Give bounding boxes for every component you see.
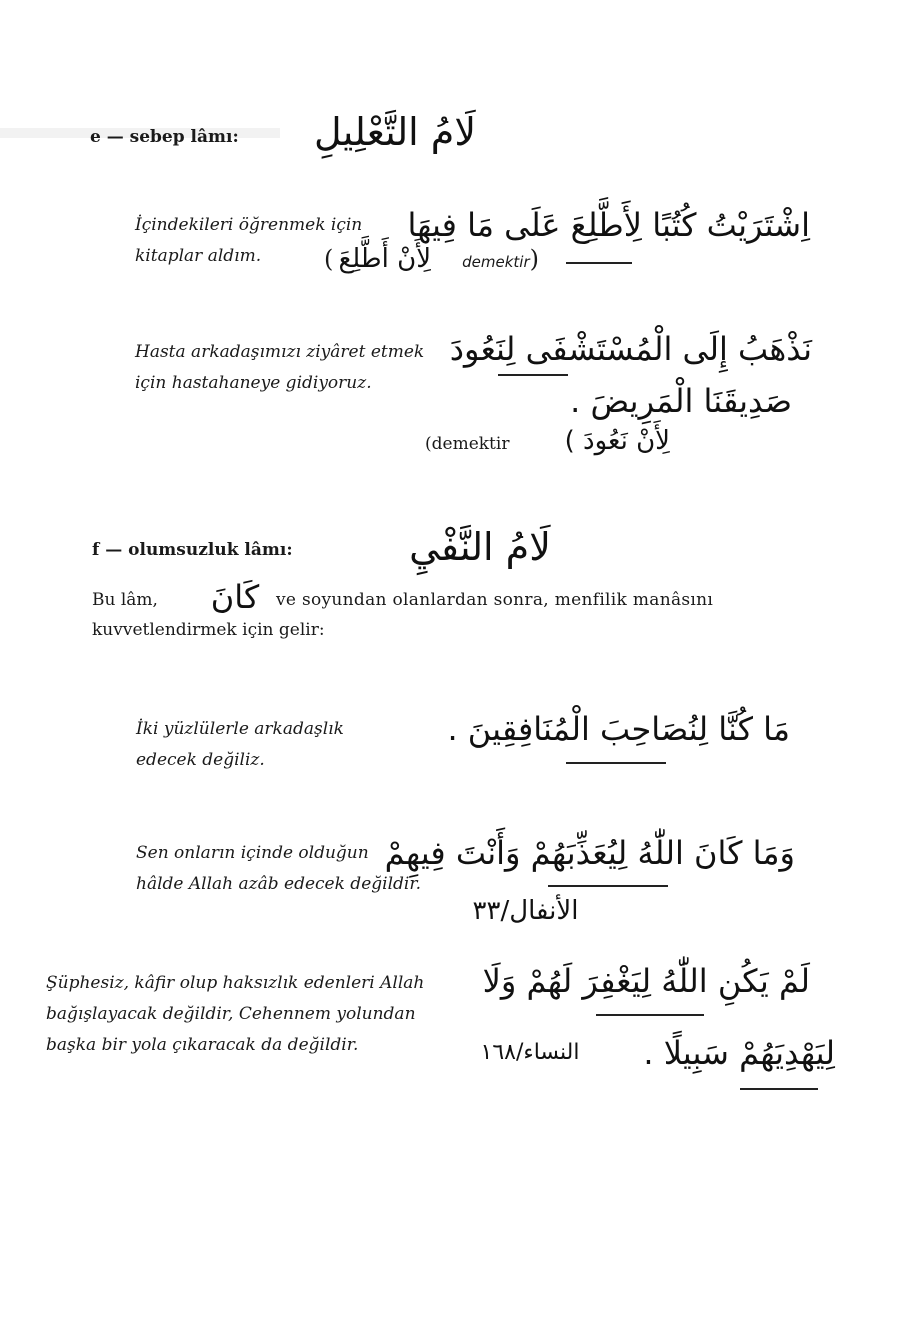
example-2-underline bbox=[498, 374, 568, 376]
example-5-reference: النساء/١٦٨ bbox=[480, 1040, 580, 1065]
example-1-note-word: demektir bbox=[462, 253, 530, 271]
section-f-intro-line2: kuvvetlendirmek için gelir: bbox=[92, 620, 325, 640]
note-open-paren: ( bbox=[324, 245, 334, 273]
example-4-underline bbox=[548, 885, 668, 887]
example-1-note-arabic: لِأَنْ أَطَّلِعَ bbox=[338, 244, 432, 274]
example-5-underline-2 bbox=[740, 1088, 818, 1090]
example-2-note-word: (demektir bbox=[425, 434, 510, 454]
example-1-underline bbox=[566, 262, 632, 264]
section-e-heading: e — sebep lâmı: bbox=[90, 127, 239, 147]
note-close-paren: ) bbox=[529, 245, 539, 273]
example-3-underline bbox=[566, 762, 666, 764]
example-2-arabic-line1: نَذْهَبُ إِلَى الْمُسْتَشْفَى لِنَعُودَ bbox=[449, 330, 812, 368]
example-3-translation: İki yüzlülerle arkadaşlık edecek değiliz. bbox=[136, 719, 344, 770]
example-4-translation: Sen onların içinde olduğun hâlde Allah azâb edecek değildir. bbox=[136, 843, 421, 894]
example-2-arabic-line2: صَدِيقَنَا الْمَرِيضَ . bbox=[570, 382, 792, 420]
example-4-reference: الأنفال/٣٣ bbox=[472, 896, 579, 926]
example-5-arabic-line1: لَمْ يَكُنِ اللّٰهُ لِيَغْفِرَ لَهُمْ وَلَا bbox=[482, 962, 810, 1000]
example-4-arabic: وَمَا كَانَ اللّٰهُ لِيُعَذِّبَهُمْ وَأَنْتَ فِيهِمْ bbox=[384, 834, 795, 872]
section-f-intro-arabic: كَانَ bbox=[210, 578, 260, 616]
example-2-note-arabic: لِأَنْ نَعُودَ ) bbox=[564, 426, 670, 456]
example-3-arabic: مَا كُنَّا لِنُصَاحِبَ الْمُنَافِقِينَ . bbox=[447, 710, 790, 748]
section-f-intro-after: ve soyundan olanlardan sonra, menfilik manâsını bbox=[276, 590, 714, 610]
section-f-arabic-title: لَامُ النَّفْيِ bbox=[409, 525, 551, 569]
example-1-note bbox=[324, 244, 539, 284]
example-1-arabic: اِشْتَرَيْتُ كُتُبًا لِأَطَّلِعَ عَلَى مَا فِيهَا bbox=[407, 206, 810, 244]
section-f-heading: f — olumsuzluk lâmı: bbox=[92, 540, 293, 560]
section-e-arabic-title: لَامُ التَّعْلِيلِ bbox=[313, 110, 476, 154]
example-5-arabic-line2: لِيَهْدِيَهُمْ سَبِيلًا . bbox=[643, 1034, 835, 1072]
example-5-translation: Şüphesiz, kâfir olup haksızlık edenleri Allah bağışlayacak değildir, Cehennem yolundan başka bir yola çıkaracak da değildir. bbox=[46, 973, 425, 1055]
example-5-underline-1 bbox=[596, 1014, 704, 1016]
section-f-intro-before: Bu lâm, bbox=[92, 590, 158, 610]
example-2-translation: Hasta arkadaşımızı ziyâret etmek için hastahaneye gidiyoruz. bbox=[135, 342, 425, 393]
example-1-translation: İçindekileri öğrenmek için kitaplar aldım. bbox=[135, 215, 363, 266]
